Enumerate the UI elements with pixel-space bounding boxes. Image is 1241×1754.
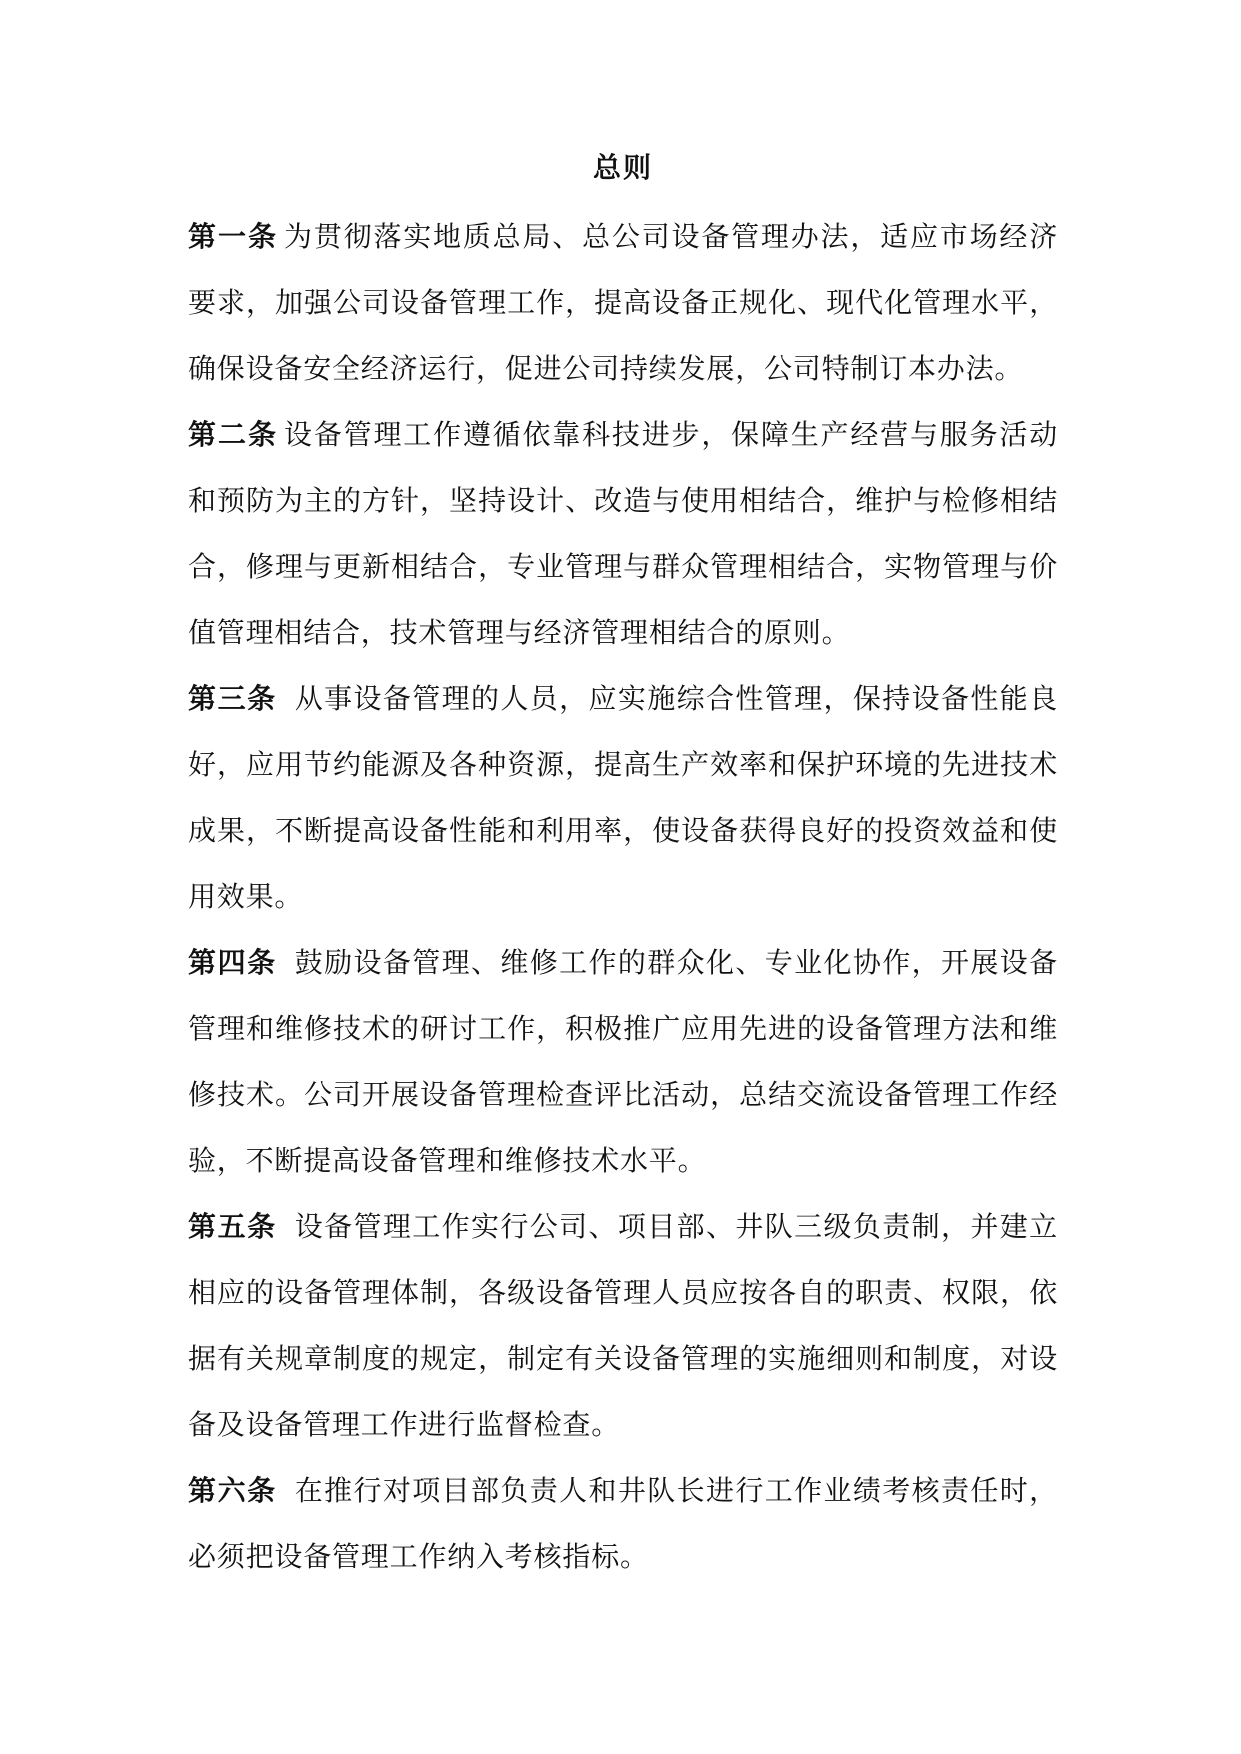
- document-page: [188, 150, 1058, 1590]
- article-6: [188, 1458, 1058, 1590]
- article-text: 设备管理工作遵循依靠科技进步，保障生产经营与服务活动和预防为主的方针，坚持设计、改造与使用相结合，维护与检修相结合，修理与更新相结合，专业管理与群众管理相结合，实物管理与价值管理相结合，技术管理与经济管理相结合的原则。: [188, 418, 1058, 649]
- document-title: 总则: [592, 151, 653, 184]
- article-5: [188, 1194, 1058, 1458]
- article-2: [188, 402, 1058, 666]
- article-label: 第五条: [188, 1210, 277, 1243]
- article-text: 从事设备管理的人员，应实施综合性管理，保持设备性能良好，应用节约能源及各种资源，提高生产效率和保护环境的先进技术成果，不断提高设备性能和利用率，使设备获得良好的投资效益和使用效果。: [188, 682, 1058, 913]
- article-label: 第三条: [188, 682, 277, 715]
- article-label: 第一条: [188, 220, 279, 253]
- article-text: 设备管理工作实行公司、项目部、井队三级负责制，并建立相应的设备管理体制，各级设备管理人员应按各自的职责、权限，依据有关规章制度的规定，制定有关设备管理的实施细则和制度，对设备及设备管理工作进行监督检查。: [188, 1210, 1058, 1441]
- article-1: [188, 204, 1058, 402]
- article-3: [188, 666, 1058, 930]
- article-label: 第二条: [188, 418, 279, 451]
- article-4: [188, 930, 1058, 1194]
- article-label: 第四条: [188, 946, 277, 979]
- article-text: 为贯彻落实地质总局、总公司设备管理办法，适应市场经济要求，加强公司设备管理工作，提高设备正规化、现代化管理水平，确保设备安全经济运行，促进公司持续发展，公司特制订本办法。: [188, 220, 1058, 385]
- article-text: 鼓励设备管理、维修工作的群众化、专业化协作，开展设备管理和维修技术的研讨工作，积极推广应用先进的设备管理方法和维修技术。公司开展设备管理检查评比活动，总结交流设备管理工作经验，不断提高设备管理和维修技术水平。: [188, 946, 1058, 1177]
- article-text: 在推行对项目部负责人和井队长进行工作业绩考核责任时，必须把设备管理工作纳入考核指标。: [188, 1474, 1058, 1573]
- article-label: 第六条: [188, 1474, 277, 1507]
